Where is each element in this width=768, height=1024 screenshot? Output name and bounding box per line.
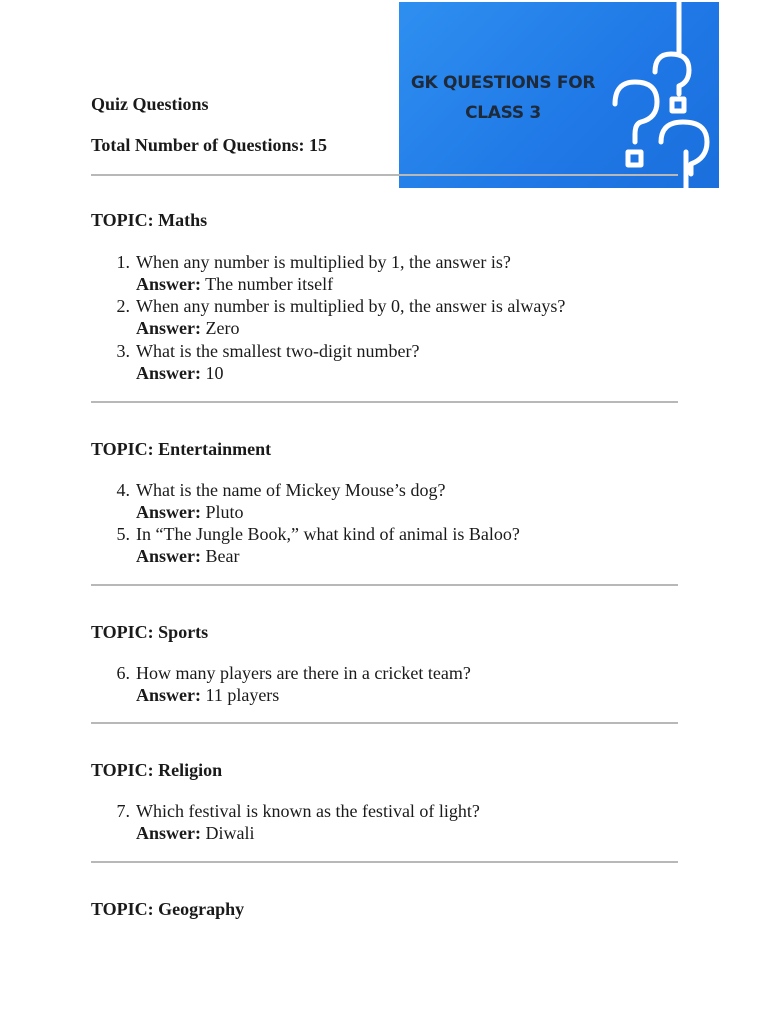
divider xyxy=(91,861,678,863)
question-text: How many players are there in a cricket team? xyxy=(136,663,471,683)
answer-line xyxy=(136,501,244,523)
topic-heading-sports: TOPIC: Sports xyxy=(91,622,209,642)
answer-label: Answer: xyxy=(136,363,201,383)
divider xyxy=(91,401,678,403)
topic-heading-religion: TOPIC: Religion xyxy=(91,760,223,780)
answer-label: Answer: xyxy=(136,318,201,338)
question-number: 7. xyxy=(116,801,130,821)
topic-heading-maths: TOPIC: Maths xyxy=(91,210,208,230)
divider xyxy=(91,584,678,586)
answer-text: 10 xyxy=(201,363,224,383)
total-questions: Total Number of Questions: 15 xyxy=(91,135,328,155)
answer-line xyxy=(136,684,279,706)
answer-label: Answer: xyxy=(136,274,201,294)
answer-text: Pluto xyxy=(201,502,244,522)
question-text: Which festival is known as the festival of light? xyxy=(136,801,480,821)
answer-text: Diwali xyxy=(201,823,255,843)
answer-label: Answer: xyxy=(136,546,201,566)
question-text: In “The Jungle Book,” what kind of animal is Baloo? xyxy=(136,524,520,544)
question-text: When any number is multiplied by 1, the answer is? xyxy=(136,252,511,272)
answer-line xyxy=(136,317,239,339)
banner-title-line-1: GK QUESTIONS FOR xyxy=(410,73,596,93)
answer-label: Answer: xyxy=(136,685,201,705)
answer-line xyxy=(136,362,224,384)
question-text: What is the name of Mickey Mouse’s dog? xyxy=(136,480,446,500)
answer-text: Zero xyxy=(201,318,240,338)
question-number: 5. xyxy=(116,524,130,544)
answer-line xyxy=(136,545,239,567)
header-banner xyxy=(399,2,719,188)
answer-text: The number itself xyxy=(201,274,334,294)
question-marks-icon xyxy=(399,2,719,188)
answer-line xyxy=(136,273,333,295)
answer-line xyxy=(136,822,255,844)
question-text: When any number is multiplied by 0, the answer is always? xyxy=(136,296,566,316)
question-text: What is the smallest two-digit number? xyxy=(136,341,420,361)
question-number: 4. xyxy=(116,480,130,500)
question-number: 6. xyxy=(116,663,130,683)
topic-heading-entertainment: TOPIC: Entertainment xyxy=(91,439,272,459)
question-number: 1. xyxy=(116,252,130,272)
question-number: 2. xyxy=(116,296,130,316)
answer-label: Answer: xyxy=(136,823,201,843)
answer-text: 11 players xyxy=(201,685,280,705)
document-title: Quiz Questions xyxy=(91,94,209,114)
topic-heading-geography: TOPIC: Geography xyxy=(91,899,245,919)
divider xyxy=(91,722,678,724)
answer-label: Answer: xyxy=(136,502,201,522)
banner-title-line-2: CLASS 3 xyxy=(465,103,541,123)
answer-text: Bear xyxy=(201,546,240,566)
divider xyxy=(91,174,678,176)
question-number: 3. xyxy=(116,341,130,361)
